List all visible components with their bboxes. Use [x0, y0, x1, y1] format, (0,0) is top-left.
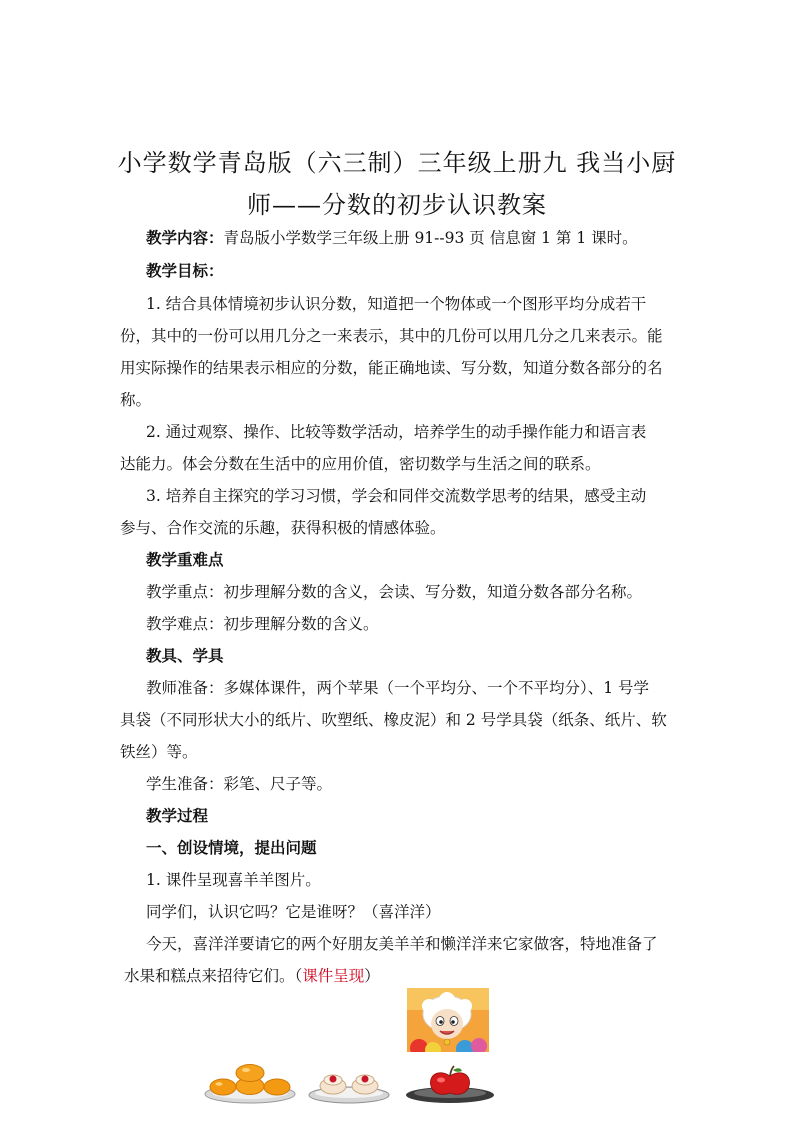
courseware-present-note: 课件呈现 [302, 967, 365, 985]
teacher-prep-line-3: 铁丝）等。 [120, 743, 198, 761]
document-title-line-2: 师——分数的初步认识教案 [247, 191, 547, 219]
materials-heading: 教具、学具 [146, 646, 224, 665]
objectives-heading: 教学目标： [146, 261, 224, 280]
process-story-line-1: 今天，喜洋洋要请它的两个好朋友美羊羊和懒洋洋来它家做客，特地准备了 [146, 935, 658, 953]
teacher-prep-line-1: 教师准备：多媒体课件，两个苹果（一个平均分、一个不平均分）、1 号学 [146, 679, 650, 697]
objective-1-line-3: 用实际操作的结果表示相应的分数，能正确地读、写分数，知道分数各部分的名 [120, 359, 663, 377]
process-step-1: 1. 课件呈现喜羊羊图片。 [146, 871, 321, 889]
process-question: 同学们，认识它吗？它是谁呀？（喜洋洋） [146, 903, 441, 921]
objective-2-line-1: 2. 通过观察、操作、比较等数学活动，培养学生的动手操作能力和语言表 [146, 423, 647, 441]
objective-1-line-1: 1. 结合具体情境初步认识分数，知道把一个物体或一个图形平均分成若干 [146, 295, 647, 313]
document-title-line-1: 小学数学青岛版（六三制）三年级上册九 我当小厨 [117, 149, 677, 177]
teaching-content-label: 教学内容： [146, 228, 224, 247]
objective-2-line-2: 达能力。体会分数在生活中的应用价值，密切数学与生活之间的联系。 [120, 455, 601, 473]
objective-1-line-4: 称。 [120, 391, 152, 409]
objective-1-line-2: 份，其中的一份可以用几分之一来表示，其中的几份可以用几分之几来表示。能 [120, 327, 663, 345]
objective-3-line-2: 参与、合作交流的乐趣，获得积极的情感体验。 [120, 519, 446, 537]
process-heading: 教学过程 [146, 806, 209, 825]
oranges-plate-picture [203, 1062, 297, 1104]
teaching-content-text: 青岛版小学数学三年级上册 91--93 页 信息窗 1 第 1 课时。 [223, 229, 638, 247]
story-line-2-text: 水果和糕点来招待它们。（ [124, 967, 303, 985]
story-line-2-end: ） [364, 967, 380, 985]
pleasant-goat-picture [407, 988, 489, 1052]
student-prep: 学生准备：彩笔、尺子等。 [146, 775, 333, 793]
key-point-difficulty: 教学难点：初步理解分数的含义。 [146, 615, 379, 633]
apple-plate-picture [404, 1062, 496, 1104]
key-point-focus: 教学重点：初步理解分数的含义，会读、写分数，知道分数各部分名称。 [146, 583, 643, 601]
pastries-plate-picture [307, 1066, 391, 1104]
teaching-content-paragraph [146, 228, 706, 248]
key-points-heading: 教学重难点 [146, 550, 224, 569]
teacher-prep-line-2: 具袋（不同形状大小的纸片、吹塑纸、橡皮泥）和 2 号学具袋（纸条、纸片、软 [120, 711, 667, 729]
process-section-1-heading: 一、创设情境，提出问题 [146, 838, 317, 857]
process-story-line-2 [124, 966, 684, 986]
objective-3-line-1: 3. 培养自主探究的学习习惯，学会和同伴交流数学思考的结果，感受主动 [146, 487, 647, 505]
